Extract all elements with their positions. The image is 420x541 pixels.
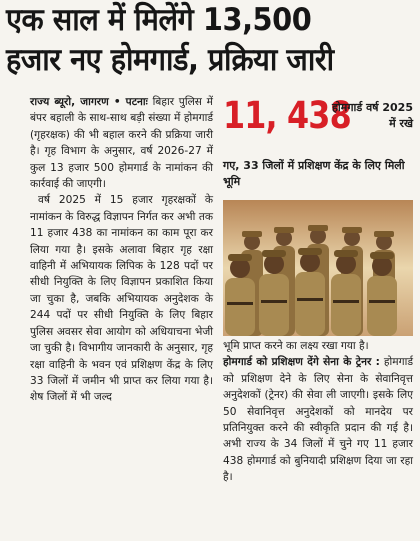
right-paragraph-1: भूमि प्राप्त करने का लक्ष्य रखा गया है। <box>223 340 369 352</box>
highlight-side-text: होमगार्ड वर्ष 2025 में रखे <box>332 101 413 130</box>
subheading: होमगार्ड को प्रशिक्षण देंगे सेना के ट्रेनर : <box>223 356 380 369</box>
right-paragraph-2 <box>223 354 413 485</box>
article-paragraph-2: वर्ष 2025 में 15 हजार गृहरक्षकों के नामांकन के विरुद्ध विज्ञापन निर्गत कर अभी तक 11 हजार 438 का नामांकन का काम पूरा कर लिया गया है। इसके अलावा बिहार गृह रक्षा वाहिनी में अभियायक लिपिक के 128 पदों पर सीधी नियुक्ति के लिए विज्ञापन प्रकाशित किया जा चुका है, जबकि अभियायक अनुदेशक के 244 पदों पर सीधी नियुक्ति के लिए बिहार पुलिस अवसर सेवा आयोग को अधियाचना भेजी जा चुकी है। विभागीय जानकारी के अनुसार, गृह रक्षा वाहिनी के भवन एवं प्रशिक्षण केंद्र के लिए 33 जिलों में जमीन भी प्राप्त कर लिया गया है। शेष जिलों में भी जल्द <box>30 194 213 404</box>
highlight-number: 11, 438 <box>223 94 351 137</box>
photo-illustration <box>223 200 413 336</box>
article-paragraph-1-text: बिहार पुलिस में बंपर बहाली के साथ-साथ बड़ी संख्या में होमगार्ड (गृहरक्षक) की भी बहाल करने की प्रक्रिया जारी है। गृह विभाग के अनुसार, वर्ष 2026-27 में कुल 13 हजार 500 होमगार्ड के नामांकन की कार्रवाई की जाएगी। <box>30 96 213 191</box>
homeguard-group-photo <box>223 200 413 336</box>
headline <box>6 0 387 80</box>
highlight-box <box>223 94 413 158</box>
article-right-body <box>223 338 413 486</box>
article-left-column <box>30 94 213 406</box>
headline-line-2: हजार नए होमगार्ड, प्रक्रिया जारी <box>6 42 334 78</box>
headline-line-1: एक साल में मिलेंगे 13,500 <box>6 2 312 38</box>
highlight-caption: गए, 33 जिलों में प्रशिक्षण केंद्र के लिए मिली भूमि <box>223 159 405 188</box>
dateline: राज्य ब्यूरो, जागरण • पटनाः <box>30 96 148 108</box>
article-paragraph-1 <box>30 94 213 192</box>
article-right-column <box>223 94 413 486</box>
right-paragraph-2-text: होमगार्ड को प्रशिक्षण देने के लिए सेना के सेवानिवृत्त अनुदेशकों (ट्रेनर) की सेवा ली जाएगी। इसके लिए 50 सेवानिवृत्त अनुदेशकों को मानदेय पर प्रतिनियुक्त करने की स्वीकृति प्रदान की गई है। अभी राज्य के 34 जिलों में चुने गए 11 हजार 438 होमगार्ड को बुनियादी प्रशिक्षण दिया जा रहा है। <box>223 356 413 484</box>
